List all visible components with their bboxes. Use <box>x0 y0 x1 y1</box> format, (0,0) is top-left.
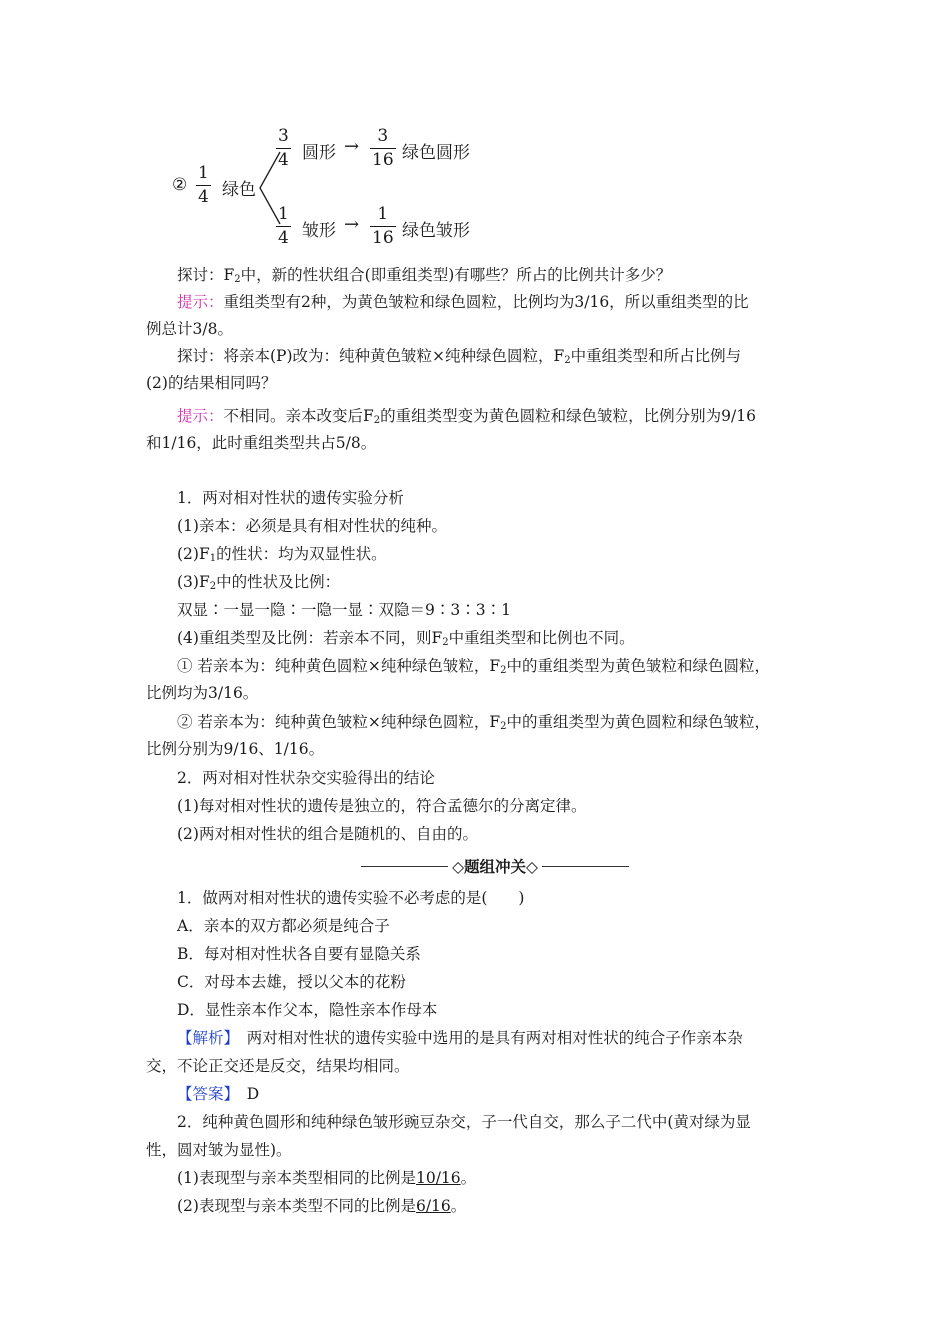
section-title: ◇题组冲关◇ <box>452 858 538 876</box>
discussion-question-2: 探讨：将亲本(P)改为：纯种黄色皱粒×纯种绿色圆粒，$F_2$中重组类型和所占比例与 <box>177 347 742 366</box>
left-label: 绿色 <box>222 180 256 200</box>
summary-point-5: ① 若亲本为：纯种黄色圆粒×纯种绿色皱粒，$F_2$中的重组类型为黄色皱粒和绿色圆粒， <box>177 657 771 676</box>
summary-point-1: (1)亲本：必须是具有相对性状的纯种。 <box>177 517 447 535</box>
summary-point-5-cont: 比例均为3/16。 <box>146 684 259 702</box>
diagram-prefix: ② <box>172 175 188 195</box>
summary-heading-1: 1．两对相对性状的遗传实验分析 <box>177 489 404 507</box>
question-1-option-d: D．显性亲本作父本，隐性亲本作母本 <box>177 1001 438 1019</box>
hint-label: 提示： <box>177 293 224 311</box>
bottom-branch-fraction: 1 4 <box>278 204 289 248</box>
hint-label: 提示： <box>177 407 224 425</box>
summary-point-6-cont: 比例分别为9/16、1/16。 <box>146 740 325 758</box>
summary-point-6: ② 若亲本为：纯种黄色皱粒×纯种绿色圆粒，$F_2$中的重组类型为黄色圆粒和绿色皱粒， <box>177 713 771 732</box>
answer-blank-2: 6/16 <box>415 1197 451 1215</box>
discussion-answer-2: 提示：不相同。亲本改变后$F_2$的重组类型变为黄色圆粒和绿色皱粒，比例分别为9/16 <box>177 407 756 426</box>
bottom-arrow-icon: → <box>344 214 360 235</box>
discussion-answer-1: 提示：重组类型有2种，为黄色皱粒和绿色圆粒，比例均为3/16，所以重组类型的比 <box>177 293 749 311</box>
section-divider <box>361 855 629 877</box>
top-branch-trait: 圆形 <box>302 143 336 163</box>
summary-conclusion-2: (2)两对相对性状的组合是随机的、自由的。 <box>177 825 478 843</box>
summary-point-4: (4)重组类型及比例：若亲本不同，则$F_2$中重组类型和比例也不同。 <box>177 629 635 648</box>
summary-ratio: 双显∶一显一隐∶一隐一显∶双隐＝9∶3∶3∶1 <box>177 601 511 619</box>
analysis-cont: 交，不论正交还是反交，结果均相同。 <box>146 1057 410 1075</box>
analysis-label: 【解析】 <box>177 1029 232 1047</box>
top-arrow-icon: → <box>344 136 360 157</box>
question-2-cont: 性，圆对皱为显性)。 <box>146 1141 292 1159</box>
bottom-branch-trait: 皱形 <box>302 221 336 241</box>
left-fraction: 1 4 <box>198 163 209 207</box>
answer-blank-1: 10/16 <box>415 1169 461 1187</box>
summary-heading-2: 2．两对相对性状杂交实验得出的结论 <box>177 769 435 787</box>
discussion-question-2-cont: (2)的结果相同吗？ <box>146 374 277 392</box>
genetic-ratio-diagram <box>172 128 502 252</box>
question-1: 1．做两对相对性状的遗传实验不必考虑的是( ) <box>177 889 525 907</box>
bottom-result-fraction: 1 16 <box>372 204 394 248</box>
top-branch-fraction: 3 4 <box>278 126 289 170</box>
question-2-part-2: (2)表现型与亲本类型不同的比例是6/16。 <box>177 1197 467 1215</box>
discussion-question-1: 探讨：$F_2$中，新的性状组合(即重组类型)有哪些？所占的比例共计多少？ <box>177 266 672 285</box>
bottom-branch-result: 绿色皱形 <box>402 221 470 241</box>
summary-point-2: $(2)F_1$的性状：均为双显性状。 <box>177 545 387 564</box>
question-2: 2．纯种黄色圆形和纯种绿色皱形豌豆杂交，子一代自交，那么子二代中(黄对绿为显 <box>177 1113 751 1131</box>
question-2-part-1: (1)表现型与亲本类型相同的比例是10/16。 <box>177 1169 477 1187</box>
discussion-answer-1-cont: 例总计3/8。 <box>146 320 233 338</box>
top-branch-result: 绿色圆形 <box>402 143 470 163</box>
answer: 【答案】 D <box>177 1085 260 1103</box>
question-1-option-a: A．亲本的双方都必须是纯合子 <box>177 917 390 935</box>
summary-point-3: $(3)F_2$中的性状及比例： <box>177 573 341 592</box>
summary-conclusion-1: (1)每对相对性状的遗传是独立的，符合孟德尔的分离定律。 <box>177 797 587 815</box>
answer-label: 【答案】 <box>177 1085 232 1103</box>
question-1-option-c: C．对母本去雄，授以父本的花粉 <box>177 973 406 991</box>
discussion-answer-2-cont: 和1/16，此时重组类型共占5/8。 <box>146 434 377 452</box>
analysis: 【解析】 两对相对性状的遗传实验中选用的是具有两对相对性状的纯合子作亲本杂 <box>177 1029 743 1047</box>
top-result-fraction: 3 16 <box>372 126 394 170</box>
question-1-option-b: B．每对相对性状各自要有显隐关系 <box>177 945 421 963</box>
